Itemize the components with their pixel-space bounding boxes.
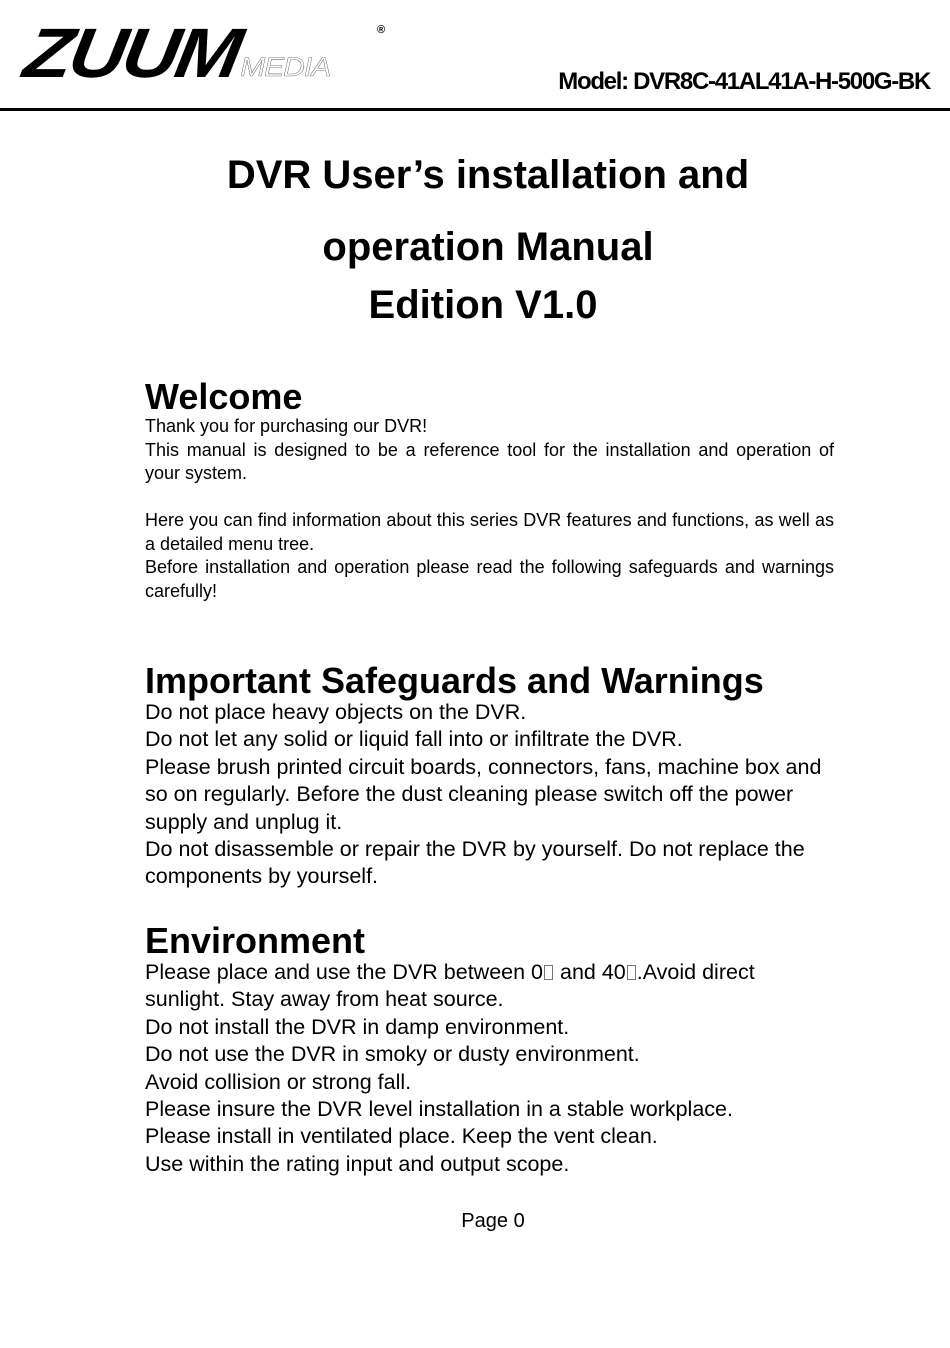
safeguard-item: Do not disassemble or repair the DVR by yourself. Do not replace the components by yourself. <box>145 837 805 889</box>
header-divider <box>0 108 950 111</box>
page-header <box>0 0 950 112</box>
document-title-line-2: operation Manual <box>322 225 654 269</box>
environment-item-temperature <box>145 959 834 1014</box>
temperature-text-part: and 40 <box>554 960 626 984</box>
safeguards-section <box>145 660 834 891</box>
welcome-paragraph: Thank you for purchasing our DVR! <box>145 416 428 436</box>
logo-wordmark-primary: ZUUM <box>18 14 246 92</box>
safeguard-item: Please brush printed circuit boards, connectors, fans, machine box and so on regularly. Before the dust cleaning please switch off the power supply and unplug it. <box>145 754 822 834</box>
welcome-section <box>145 376 834 603</box>
missing-degree-glyph-icon <box>627 965 636 980</box>
environment-item: Use within the rating input and output scope. <box>145 1151 570 1176</box>
environment-item: Do not install the DVR in damp environment. <box>145 1014 570 1039</box>
temperature-text-part: Please place and use the DVR between 0 <box>145 960 544 984</box>
document-title-line-1: DVR User’s installation and <box>226 153 750 197</box>
document-edition: Edition V1.0 <box>368 283 598 327</box>
registered-mark-icon: ® <box>377 24 386 36</box>
environment-item: Please insure the DVR level installation in a stable workplace. <box>145 1097 733 1122</box>
safeguard-item: Do not let any solid or liquid fall into or infiltrate the DVR. <box>145 727 683 752</box>
environment-heading: Environment <box>145 920 366 961</box>
safeguards-heading: Important Safeguards and Warnings <box>145 660 764 701</box>
page-number: Page 0 <box>461 1210 525 1232</box>
missing-degree-glyph-icon <box>544 965 553 980</box>
environment-item: Please install in ventilated place. Keep the vent clean. <box>145 1124 658 1149</box>
welcome-heading: Welcome <box>145 376 303 417</box>
environment-item: Do not use the DVR in smoky or dusty environment. <box>145 1042 640 1067</box>
welcome-paragraph: Before installation and operation please read the following safeguards and warnings carefully! <box>145 557 834 601</box>
environment-section <box>145 920 834 1178</box>
welcome-paragraph: Here you can find information about this series DVR features and functions, as well as a detailed menu tree. <box>145 510 834 554</box>
zuum-media-logo <box>18 14 331 92</box>
model-number: Model: DVR8C-41AL41A-H-500G-BK <box>558 68 930 95</box>
logo-wordmark-secondary: MEDIA <box>240 52 331 83</box>
paragraph-spacer <box>145 486 834 510</box>
environment-item: Avoid collision or strong fall. <box>145 1069 412 1094</box>
welcome-paragraph: This manual is designed to be a reference tool for the installation and operation of your system. <box>145 439 834 483</box>
safeguard-item: Do not place heavy objects on the DVR. <box>145 700 527 724</box>
temperature-text-part: .Avoid direct sunlight. Stay away from heat source. <box>145 960 755 1012</box>
